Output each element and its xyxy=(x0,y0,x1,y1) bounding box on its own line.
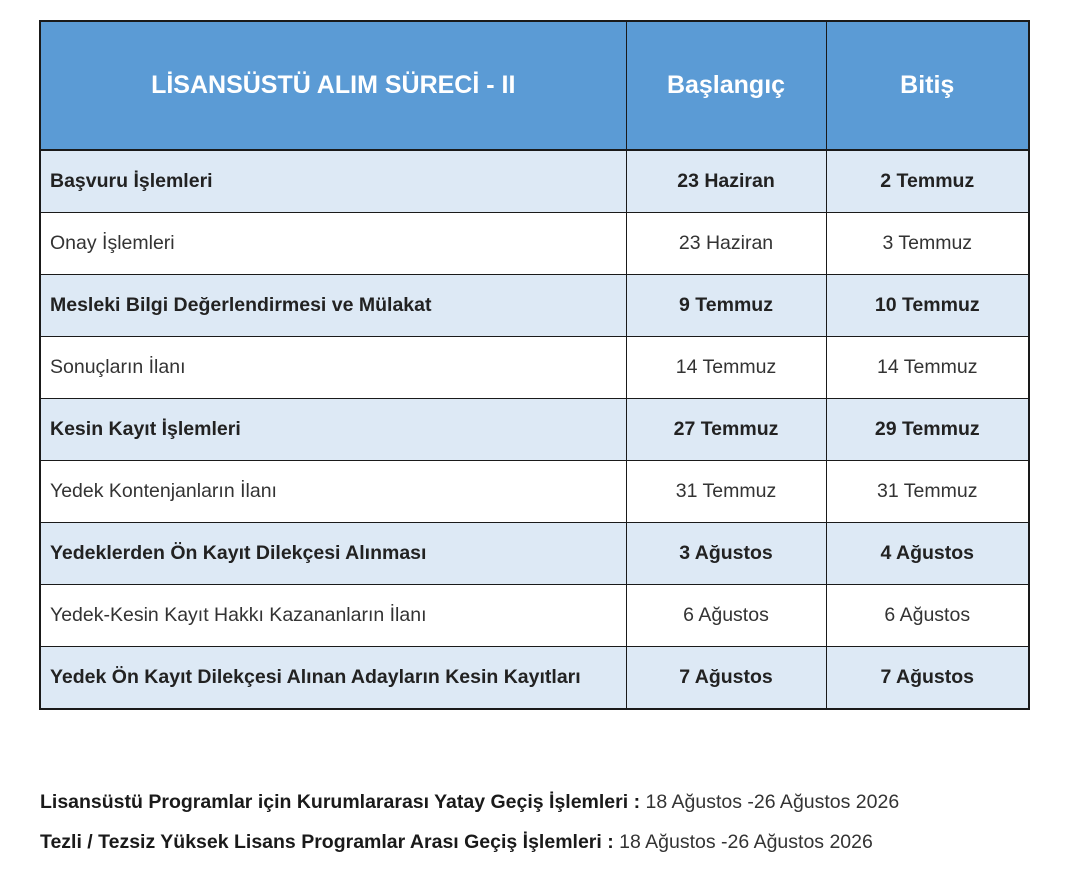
start-date-cell: 6 Ağustos xyxy=(626,585,826,647)
table-row xyxy=(40,461,1029,523)
end-date-cell: 10 Temmuz xyxy=(826,275,1029,337)
start-date-cell: 7 Ağustos xyxy=(626,647,826,710)
end-date-cell: 7 Ağustos xyxy=(826,647,1029,710)
start-date-header: Başlangıç xyxy=(626,21,826,150)
schedule-table xyxy=(39,20,1030,710)
activity-cell: Başvuru İşlemleri xyxy=(40,150,626,213)
table-row xyxy=(40,585,1029,647)
activity-cell: Yedek-Kesin Kayıt Hakkı Kazananların İlanı xyxy=(40,585,626,647)
activity-cell: Yedek Kontenjanların İlanı xyxy=(40,461,626,523)
activity-cell: Kesin Kayıt İşlemleri xyxy=(40,399,626,461)
start-date-cell: 9 Temmuz xyxy=(626,275,826,337)
start-date-cell: 3 Ağustos xyxy=(626,523,826,585)
footnotes xyxy=(40,782,899,862)
activity-cell: Onay İşlemleri xyxy=(40,213,626,275)
table-row xyxy=(40,213,1029,275)
activity-cell: Yedek Ön Kayıt Dilekçesi Alınan Adayların Kesin Kayıtları xyxy=(40,647,626,710)
end-date-header: Bitiş xyxy=(826,21,1029,150)
table-title-header: LİSANSÜSTÜ ALIM SÜRECİ - II xyxy=(40,21,626,150)
note-label: Lisansüstü Programlar için Kurumlararası Yatay Geçiş İşlemleri : xyxy=(40,791,641,813)
start-date-cell: 27 Temmuz xyxy=(626,399,826,461)
end-date-cell: 4 Ağustos xyxy=(826,523,1029,585)
start-date-cell: 31 Temmuz xyxy=(626,461,826,523)
end-date-cell: 29 Temmuz xyxy=(826,399,1029,461)
activity-cell: Mesleki Bilgi Değerlendirmesi ve Mülakat xyxy=(40,275,626,337)
note-label: Tezli / Tezsiz Yüksek Lisans Programlar Arası Geçiş İşlemleri : xyxy=(40,831,614,853)
note-lateral-transfer xyxy=(40,782,899,822)
table-row xyxy=(40,150,1029,213)
table-row xyxy=(40,399,1029,461)
note-program-transfer xyxy=(40,822,899,862)
end-date-cell: 6 Ağustos xyxy=(826,585,1029,647)
start-date-cell: 14 Temmuz xyxy=(626,337,826,399)
table-row xyxy=(40,337,1029,399)
start-date-cell: 23 Haziran xyxy=(626,150,826,213)
end-date-cell: 31 Temmuz xyxy=(826,461,1029,523)
end-date-cell: 2 Temmuz xyxy=(826,150,1029,213)
end-date-cell: 3 Temmuz xyxy=(826,213,1029,275)
activity-cell: Yedeklerden Ön Kayıt Dilekçesi Alınması xyxy=(40,523,626,585)
start-date-cell: 23 Haziran xyxy=(626,213,826,275)
table-row xyxy=(40,523,1029,585)
end-date-cell: 14 Temmuz xyxy=(826,337,1029,399)
note-value: 18 Ağustos -26 Ağustos 2026 xyxy=(619,831,873,853)
table-row xyxy=(40,275,1029,337)
table-row xyxy=(40,647,1029,710)
note-value: 18 Ağustos -26 Ağustos 2026 xyxy=(645,791,900,813)
table-header-row xyxy=(40,21,1029,150)
activity-cell: Sonuçların İlanı xyxy=(40,337,626,399)
